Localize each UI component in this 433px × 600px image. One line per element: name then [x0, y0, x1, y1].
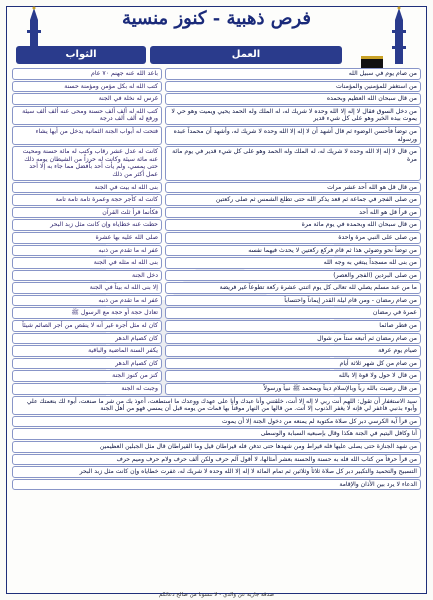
- full-width-row: التسبيح والتحميد والتكبير دبر كل صلاة ثلاثاً وثلاثين ثم تمام المائة لا إله إلا الله وحده لا شريك له، غفرت خطاياه وإن كانت مثل زبد البحر: [12, 466, 421, 478]
- reward-cell: غفر له ما تقدم من ذنبه: [12, 245, 162, 257]
- reward-cell: بنى الله له مثله في الجنة: [12, 257, 162, 269]
- table-row: [12, 383, 421, 395]
- table-row: [12, 81, 421, 93]
- reward-cell: كتب الله له بكل مؤمن ومؤمنة حسنة: [12, 81, 162, 93]
- table-row: [12, 194, 421, 206]
- full-width-row: من قرأ حرفاً من كتاب الله فله به حسنة والحسنة بعشر أمثالها، لا أقول آلم حرف ولكن ألف حرف ولام حرف وميم حرف: [12, 454, 421, 466]
- reward-cell: تعادل حجة أو حجة مع الرسول ﷺ: [12, 307, 162, 319]
- table-row: [12, 93, 421, 105]
- full-width-row: من شهد الجنازة حتى يصلى عليها فله قيراط ومن شهدها حتى تدفن فله قيراطان قيل وما القيراطان قال مثل الجبلين العظيمين: [12, 441, 421, 453]
- full-width-row: أنا وكافل اليتيم في الجنة هكذا وقال بإصبعيه السبابة والوسطى: [12, 428, 421, 440]
- table-row: [12, 146, 421, 180]
- reward-column-header: الثواب: [16, 46, 146, 64]
- reward-cell: كانت له عدل عشر رقاب وكتب له مائة حسنة ومحيت عنه مائة سيئة وكانت له حرزاً من الشيطان يومه ذلك حتى يمسي، ولم يأت أحد بأفضل مما جاء به إلا أحد عمل أكثر من ذلك: [12, 146, 162, 180]
- deed-cell: من بنى لله مسجداً يبتغي به وجه الله: [165, 257, 421, 269]
- deed-cell: من قال قل هو الله أحد عشر مرات: [165, 182, 421, 194]
- table-row: [12, 282, 421, 294]
- deed-cell: من توضأ نحو وضوئي هذا ثم قام فركع ركعتين لا يحدث فيهما نفسه: [165, 245, 421, 257]
- deed-cell: من قال رضيت بالله رباً وبالإسلام ديناً وبمحمد ﷺ نبياً ورسولاً: [165, 383, 421, 395]
- deed-column-header: العمل: [150, 46, 342, 64]
- reward-cell: كنز من كنوز الجنة: [12, 370, 162, 382]
- table-row: [12, 270, 421, 282]
- deed-cell: عمرة في رمضان: [165, 307, 421, 319]
- table-row: [12, 219, 421, 231]
- table-row: [12, 182, 421, 194]
- table-row: [12, 320, 421, 332]
- deed-cell: من صام من كل شهر ثلاثة أيام: [165, 358, 421, 370]
- reward-cell: كان كصيام الدهر: [12, 333, 162, 345]
- table-row: [12, 232, 421, 244]
- reward-cell: بنى الله له بيت في الجنة: [12, 182, 162, 194]
- page-title: فرص ذهبية - كنوز منسية: [121, 8, 312, 29]
- deed-cell: من صام رمضان - ومن قام ليلة القدر إيماناً واحتساباً: [165, 295, 421, 307]
- deed-cell: من توضأ فأحسن الوضوء ثم قال أشهد أن لا إله إلا الله وحده لا شريك له، وأشهد أن محمداً عبده ورسوله: [165, 126, 421, 145]
- table-row: [12, 370, 421, 382]
- reward-cell: حطت عنه خطاياه وإن كانت مثل زبد البحر: [12, 219, 162, 231]
- reward-cell: غرس له نخلة في الجنة: [12, 93, 162, 105]
- deed-cell: من صلى البردين (الفجر والعصر): [165, 270, 421, 282]
- deed-cell: من قرأ قل هو الله أحد: [165, 207, 421, 219]
- reward-cell: كان له مثل أجره غير أنه لا ينقص من أجر الصائم شيئاً: [12, 320, 162, 332]
- deed-cell: من صام رمضان ثم أتبعه ستاً من شوال: [165, 333, 421, 345]
- deeds-table: [12, 68, 421, 491]
- table-row: [12, 207, 421, 219]
- deed-cell: صيام يوم عرفة: [165, 345, 421, 357]
- reward-cell: فتحت له أبواب الجنة الثمانية يدخل من أيها يشاء: [12, 126, 162, 145]
- deed-cell: من استغفر للمؤمنين والمؤمنات: [165, 81, 421, 93]
- reward-cell: وجبت له الجنة: [12, 383, 162, 395]
- full-width-row: سيد الاستغفار أن تقول: اللهم أنت ربي لا إله إلا أنت، خلقتني وأنا عبدك وأنا على عهدك ووعدك ما استطعت، أعوذ بك من شر ما صنعت، أبوء لك بنعمتك علي وأبوء بذنبي فاغفر لي فإنه لا يغفر الذنوب إلا أنت. من قالها من النهار موقناً بها فمات من يومه قبل أن يمسي فهو من أهل الجنة: [12, 396, 421, 415]
- table-row: [12, 295, 421, 307]
- deed-cell: من صام يوم في سبيل الله: [165, 68, 421, 80]
- reward-cell: كتب الله له ألف ألف حسنة ومحى عنه ألف ألف سيئة ورفع له ألف ألف درجة: [12, 106, 162, 125]
- table-row: [12, 257, 421, 269]
- reward-cell: صلى الله عليه بها عشرة: [12, 232, 162, 244]
- table-row: [12, 245, 421, 257]
- table-row: [12, 68, 421, 80]
- deed-cell: من فطر صائما: [165, 320, 421, 332]
- table-row: [12, 333, 421, 345]
- full-width-row: من قرأ آية الكرسي دبر كل صلاة مكتوبة لم يمنعه من دخول الجنة إلا أن يموت: [12, 416, 421, 428]
- side-note: الدعاء لا يرد بين الأذان والإقامة: [12, 479, 421, 491]
- table-row: [12, 345, 421, 357]
- deed-cell: من قال سبحان الله وبحمده في يوم مائة مرة: [165, 219, 421, 231]
- table-row: [12, 106, 421, 125]
- deed-cell: من دخل السوق فقال لا إله إلا الله وحده لا شريك له، له الملك وله الحمد يحيي ويميت وهو حي لا يموت بيده الخير وهو على كل شيء قدير: [165, 106, 421, 125]
- reward-cell: كانت له كأجر حجة وعمرة تامة تامة تامة: [12, 194, 162, 206]
- reward-cell: دخل الجنة: [12, 270, 162, 282]
- table-row: [12, 307, 421, 319]
- reward-cell: باعد الله عنه جهنم ٧٠ عام: [12, 68, 162, 80]
- table-row: [12, 126, 421, 145]
- reward-cell: غفر له ما تقدم من ذنبه: [12, 295, 162, 307]
- deed-cell: ما من عبد مسلم يصلي لله تعالى كل يوم اثنتي عشرة ركعة تطوعاً غير فريضة: [165, 282, 421, 294]
- deed-cell: من قال سبحان الله العظيم وبحمده: [165, 93, 421, 105]
- minaret-right-icon: [385, 6, 413, 66]
- deed-cell: من صلى الفجر في جماعة ثم قعد يذكر الله حتى تطلع الشمس ثم صلى ركعتين: [165, 194, 421, 206]
- footer-note: صدقة جارية عن والدي - لا تنسونا من صالح دعائكم: [158, 592, 275, 598]
- reward-cell: يكفر السنة الماضية والباقية: [12, 345, 162, 357]
- reward-cell: إلا بنى الله له بيتاً في الجنة: [12, 282, 162, 294]
- deed-cell: من قال لا إله إلا الله وحده لا شريك له، له الملك وله الحمد وهو على كل شيء قدير في يوم مائة مرة: [165, 146, 421, 180]
- reward-cell: كان كصيام الدهر: [12, 358, 162, 370]
- deed-cell: من صلى على النبي مرة واحدة: [165, 232, 421, 244]
- reward-cell: فكأنما قرأ ثلث القرآن: [12, 207, 162, 219]
- deed-cell: من قال لا حول ولا قوة إلا بالله: [165, 370, 421, 382]
- table-row: [12, 358, 421, 370]
